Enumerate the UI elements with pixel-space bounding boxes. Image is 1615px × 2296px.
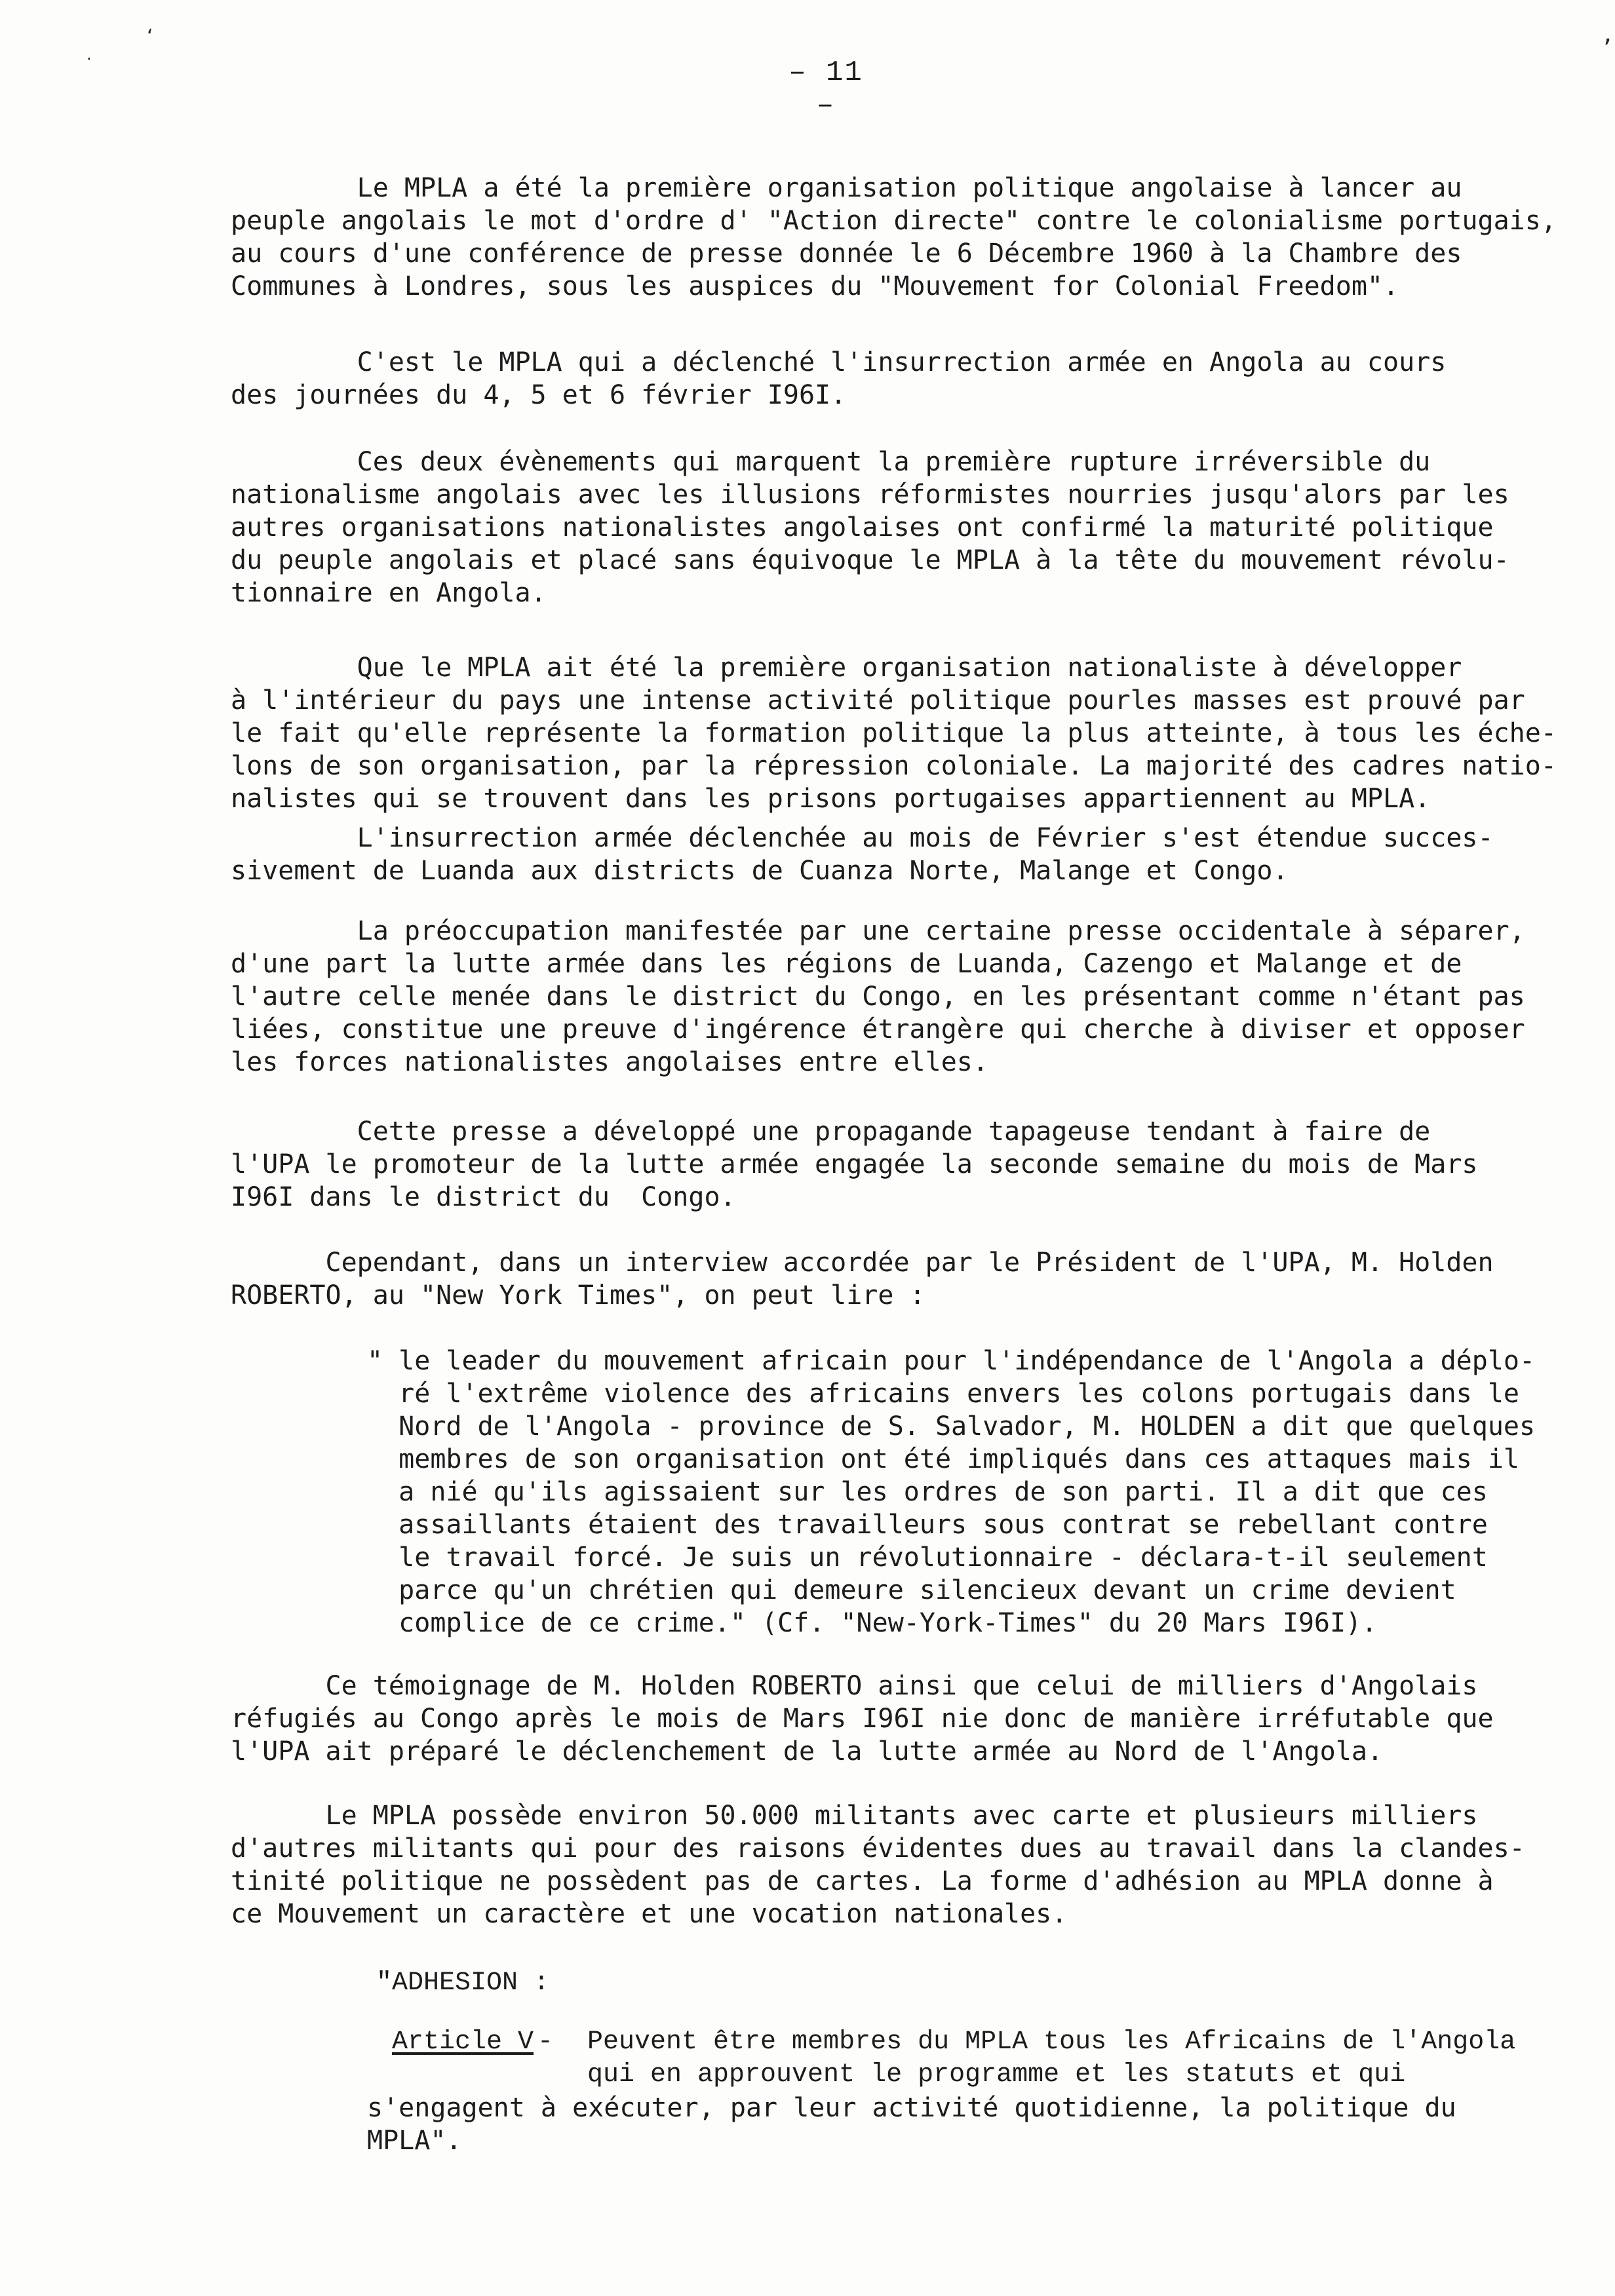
paragraph-line: liées, constitue une preuve d'ingérence étrangère qui cherche à diviser et opposer	[231, 1014, 1525, 1044]
paragraph-line: tionnaire en Angola.	[231, 578, 547, 608]
paragraph-9	[231, 1670, 1528, 1768]
quote-line: complice de ce crime." (Cf. "New-York-Times" du 20 Mars I96I).	[367, 1608, 1378, 1638]
paragraph-line: l'UPA le promoteur de la lutte armée engagée la seconde semaine du mois de Mars	[231, 1149, 1478, 1179]
paragraph-line: réfugiés au Congo après le mois de Mars I96I nie donc de manière irréfutable que	[231, 1704, 1494, 1734]
article-text-tail	[367, 2092, 1456, 2157]
quote-line: assaillants étaient des travailleurs sous contrat se rebellant contre	[367, 1510, 1488, 1540]
paragraph-line: Cependant, dans un interview accordée par le Président de l'UPA, M. Holden	[231, 1248, 1494, 1278]
quote-line: ré l'extrême violence des africains envers les colons portugais dans le	[367, 1379, 1519, 1409]
paragraph-line: Ce témoignage de M. Holden ROBERTO ainsi que celui de milliers d'Angolais	[231, 1671, 1478, 1701]
paragraph-line: peuple angolais le mot d'ordre d' "Action directe" contre le colonialisme portugais,	[231, 206, 1557, 236]
paragraph-7	[231, 1115, 1528, 1214]
article-dash: -	[537, 2027, 554, 2057]
article-text-line: qui en approuvent le programme et les statuts et qui	[587, 2060, 1406, 2090]
paragraph-10	[231, 1799, 1528, 1930]
paragraph-line: Communes à Londres, sous les auspices du "Mouvement for Colonial Freedom".	[231, 271, 1399, 301]
paragraph-line: l'autre celle menée dans le district du Congo, en les présentant comme n'étant pas	[231, 982, 1525, 1012]
article-text-line: s'engagent à exécuter, par leur activité quotidienne, la politique du	[367, 2093, 1456, 2123]
paragraph-line: lons de son organisation, par la répression coloniale. La majorité des cadres natio-	[231, 751, 1557, 781]
quotation-block	[367, 1345, 1536, 1639]
quote-line: a nié qu'ils agissaient sur les ordres de son parti. Il a dit que ces	[367, 1477, 1488, 1507]
paragraph-line: des journées du 4, 5 et 6 février I96I.	[231, 380, 847, 410]
paragraph-8	[231, 1246, 1528, 1312]
paragraph-1	[231, 172, 1557, 303]
paragraph-line: d'autres militants qui pour des raisons évidentes dues au travail dans la clandes-	[231, 1833, 1525, 1864]
paragraph-line: tinité politique ne possèdent pas de cartes. La forme d'adhésion au MPLA donne à	[231, 1866, 1494, 1896]
quote-line: Nord de l'Angola - province de S. Salvador, M. HOLDEN a dit que quelques	[367, 1411, 1536, 1442]
paragraph-line: I96I dans le district du Congo.	[231, 1182, 736, 1212]
paragraph-line: nalistes qui se trouvent dans les prisons portugaises appartiennent au MPLA.	[231, 784, 1431, 814]
scan-speck: .	[87, 45, 92, 64]
paragraph-2	[231, 346, 1528, 411]
quote-line: le travail forcé. Je suis un révolutionnaire - déclara-t-il seulement	[367, 1542, 1488, 1573]
paragraph-line: le fait qu'elle représente la formation politique la plus atteinte, à tous les éche-	[231, 718, 1557, 748]
paragraph-4	[231, 651, 1557, 815]
scan-speck: ‘	[147, 26, 153, 48]
paragraph-line: Que le MPLA ait été la première organisation nationaliste à développer	[231, 653, 1462, 683]
paragraph-line: autres organisations nationalistes angolaises ont confirmé la maturité politique	[231, 512, 1494, 543]
paragraph-line: au cours d'une conférence de presse donnée le 6 Décembre 1960 à la Chambre des	[231, 239, 1462, 269]
paragraph-line: L'insurrection armée déclenchée au mois de Février s'est étendue succes-	[231, 823, 1494, 853]
page-number: – 11 –	[788, 56, 863, 122]
paragraph-line: C'est le MPLA qui a déclenché l'insurrection armée en Angola au cours	[231, 347, 1447, 377]
paragraph-line: ce Mouvement un caractère et une vocation nationales.	[231, 1899, 1068, 1929]
quote-line: " le leader du mouvement africain pour l'indépendance de l'Angola a déplo-	[367, 1346, 1536, 1376]
paragraph-line: ROBERTO, au "New York Times", on peut lire :	[231, 1280, 925, 1311]
adhesion-heading: "ADHESION :	[376, 1968, 550, 1998]
paragraph-line: l'UPA ait préparé le déclenchement de la lutte armée au Nord de l'Angola.	[231, 1736, 1383, 1767]
paragraph-line: Le MPLA possède environ 50.000 militants avec carte et plusieurs milliers	[231, 1801, 1478, 1831]
paragraph-line: à l'intérieur du pays une intense activité politique pourles masses est prouvé par	[231, 685, 1525, 716]
paragraph-5	[231, 822, 1528, 887]
paragraph-line: sivement de Luanda aux districts de Cuanza Norte, Malange et Congo.	[231, 856, 1289, 886]
paragraph-line: les forces nationalistes angolaises entre elles.	[231, 1047, 988, 1077]
paragraph-line: La préoccupation manifestée par une certaine presse occidentale à séparer,	[231, 916, 1525, 946]
article-text-line: MPLA".	[367, 2126, 462, 2156]
paragraph-line: Cette presse a développé une propagande tapageuse tendant à faire de	[231, 1117, 1431, 1147]
article-text-line: Peuvent être membres du MPLA tous les Africains de l'Angola	[587, 2027, 1516, 2057]
quote-line: parce qu'un chrétien qui demeure silencieux devant un crime devient	[367, 1575, 1456, 1605]
paragraph-line: nationalisme angolais avec les illusions réformistes nourries jusqu'alors par les	[231, 480, 1509, 510]
paragraph-line: d'une part la lutte armée dans les régions de Luanda, Cazengo et Malange et de	[231, 949, 1462, 979]
paragraph-6	[231, 915, 1528, 1079]
scan-speck: ’	[1603, 34, 1612, 64]
paragraph-line: Ces deux évènements qui marquent la première rupture irréversible du	[231, 447, 1431, 477]
paragraph-line: du peuple angolais et placé sans équivoque le MPLA à la tête du mouvement révolu-	[231, 545, 1509, 575]
paragraph-3	[231, 446, 1528, 609]
paragraph-line: Le MPLA a été la première organisation politique angolaise à lancer au	[231, 173, 1462, 203]
quote-line: membres de son organisation ont été impliqués dans ces attaques mais il	[367, 1444, 1519, 1474]
article-label: Article V	[392, 2027, 534, 2057]
